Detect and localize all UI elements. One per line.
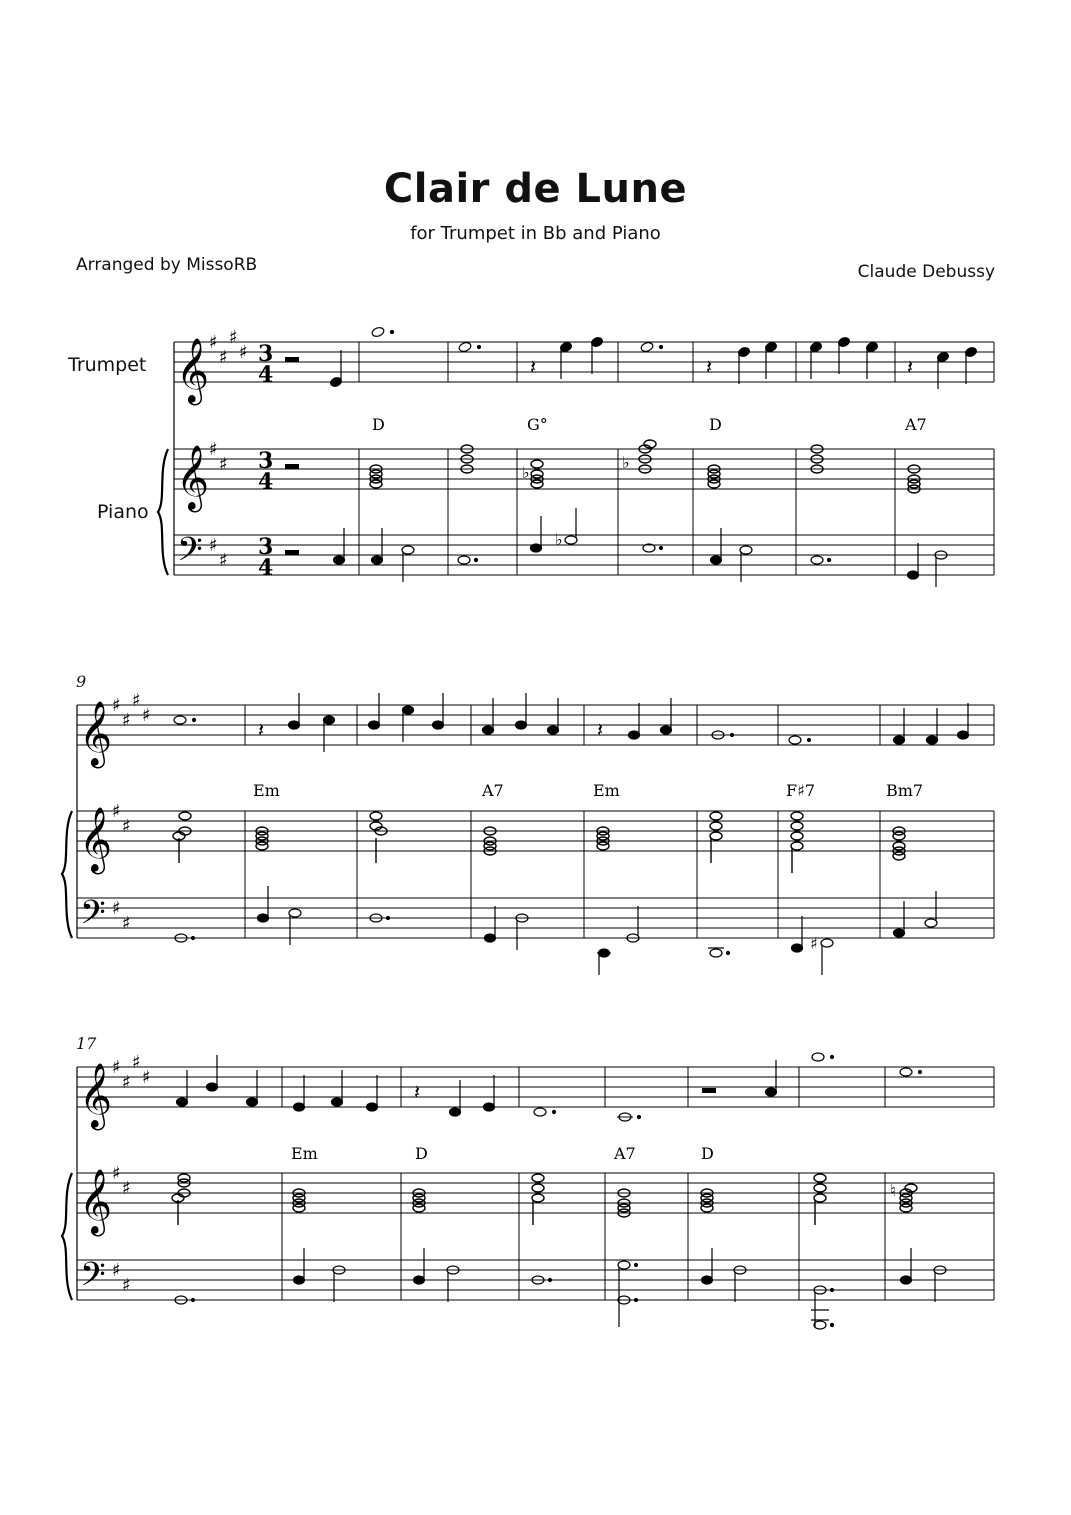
system-1 xyxy=(158,342,994,575)
chord-symbol: G° xyxy=(527,415,548,434)
sharp-icon: ♯ xyxy=(209,332,218,353)
svg-text:𝄽: 𝄽 xyxy=(414,1080,421,1104)
chord-symbols-2 xyxy=(253,781,923,800)
svg-text:♯: ♯ xyxy=(229,327,238,348)
half-rest-icon xyxy=(285,357,299,362)
svg-text:♯: ♯ xyxy=(209,535,218,556)
score-title: Clair de Lune xyxy=(383,166,688,212)
svg-text:♯: ♯ xyxy=(132,690,141,711)
trumpet-notes-2 xyxy=(174,688,969,752)
svg-text:♯: ♯ xyxy=(142,1067,151,1088)
piano-bass-notes-2 xyxy=(175,886,937,975)
svg-text:♯: ♯ xyxy=(112,695,121,716)
half-rest-icon xyxy=(285,464,299,469)
time-sig-denominator: 4 xyxy=(258,362,274,388)
chord-symbols-1 xyxy=(372,415,927,434)
svg-text:4: 4 xyxy=(258,555,274,581)
svg-text:3: 3 xyxy=(258,534,274,560)
chord-symbol: D xyxy=(372,415,385,434)
brace-icon xyxy=(62,811,72,938)
svg-text:♯: ♯ xyxy=(112,898,121,919)
trumpet-notes-1 xyxy=(285,326,978,389)
chord-symbol: Em xyxy=(291,1144,318,1163)
brace-icon xyxy=(62,1173,72,1300)
flat-icon: ♭ xyxy=(622,453,630,472)
time-sig-numerator: 3 xyxy=(258,341,274,367)
svg-text:𝄢: 𝄢 xyxy=(80,1256,106,1302)
chord-stack xyxy=(370,465,382,488)
svg-text:♯: ♯ xyxy=(112,801,121,822)
chord-symbol: F♯7 xyxy=(786,781,816,800)
arranger-credit: Arranged by MissoRB xyxy=(76,255,258,275)
svg-text:𝄞: 𝄞 xyxy=(79,701,113,766)
chord-symbol: Em xyxy=(253,781,280,800)
chord-symbol: D xyxy=(709,415,722,434)
svg-text:♯: ♯ xyxy=(122,710,131,731)
svg-text:♯: ♯ xyxy=(219,550,228,571)
svg-text:♯: ♯ xyxy=(122,1178,131,1199)
svg-text:♯: ♯ xyxy=(239,342,248,363)
quarter-rest-icon: 𝄽 xyxy=(530,355,537,379)
chord-symbol: A7 xyxy=(614,1144,636,1163)
svg-text:♭: ♭ xyxy=(555,530,563,549)
svg-text:3: 3 xyxy=(258,448,274,474)
measure-number-17: 17 xyxy=(76,1034,97,1053)
svg-text:𝄽: 𝄽 xyxy=(907,355,914,379)
svg-text:♯: ♯ xyxy=(142,705,151,726)
chord-symbol: A7 xyxy=(482,781,504,800)
chord-symbol: Bm7 xyxy=(886,781,924,800)
svg-text:♯: ♯ xyxy=(810,934,818,953)
chord-symbol: A7 xyxy=(905,415,927,434)
piano-treble-chords-3 xyxy=(172,1174,917,1225)
svg-text:♯: ♯ xyxy=(132,1052,141,1073)
svg-text:♯: ♯ xyxy=(122,1072,131,1093)
natural-icon: ♮ xyxy=(890,1181,896,1200)
instrument-label-piano: Piano xyxy=(97,501,149,523)
svg-text:𝄞: 𝄞 xyxy=(79,807,113,872)
chord-symbols-3 xyxy=(291,1144,714,1163)
svg-text:𝄞: 𝄞 xyxy=(79,1169,113,1234)
svg-text:𝄢: 𝄢 xyxy=(80,894,106,940)
svg-text:♯: ♯ xyxy=(112,1260,121,1281)
svg-text:♯: ♯ xyxy=(112,1163,121,1184)
svg-text:♯: ♯ xyxy=(219,347,228,368)
svg-text:♯: ♯ xyxy=(209,439,218,460)
chord-symbol: D xyxy=(701,1144,714,1163)
score-subtitle: for Trumpet in Bb and Piano xyxy=(410,223,661,244)
composer-credit: Claude Debussy xyxy=(857,262,995,282)
clefs-1 xyxy=(176,327,273,581)
svg-text:𝄞: 𝄞 xyxy=(79,1063,113,1128)
svg-text:𝄽: 𝄽 xyxy=(706,355,713,379)
treble-clef-icon: 𝄞 xyxy=(176,338,210,403)
instrument-label-trumpet: Trumpet xyxy=(68,354,147,376)
svg-text:♯: ♯ xyxy=(122,913,131,934)
chord-symbol: Em xyxy=(593,781,620,800)
svg-text:♯: ♯ xyxy=(122,816,131,837)
flat-icon: ♭ xyxy=(522,463,530,482)
treble-clef-icon: 𝄞 xyxy=(176,445,210,510)
svg-text:4: 4 xyxy=(258,469,274,495)
svg-text:𝄽: 𝄽 xyxy=(597,718,604,742)
svg-text:♯: ♯ xyxy=(219,454,228,475)
brace-icon xyxy=(158,449,168,575)
svg-text:♯: ♯ xyxy=(112,1057,121,1078)
measure-number-9: 9 xyxy=(76,672,87,691)
bass-clef-icon: 𝄢 xyxy=(177,531,203,577)
piano-treble-chords-1 xyxy=(285,440,920,493)
system-2 xyxy=(62,705,994,938)
chord-symbol: D xyxy=(415,1144,428,1163)
svg-text:𝄽: 𝄽 xyxy=(258,718,265,742)
svg-text:♯: ♯ xyxy=(122,1275,131,1296)
system-3 xyxy=(62,1067,994,1300)
